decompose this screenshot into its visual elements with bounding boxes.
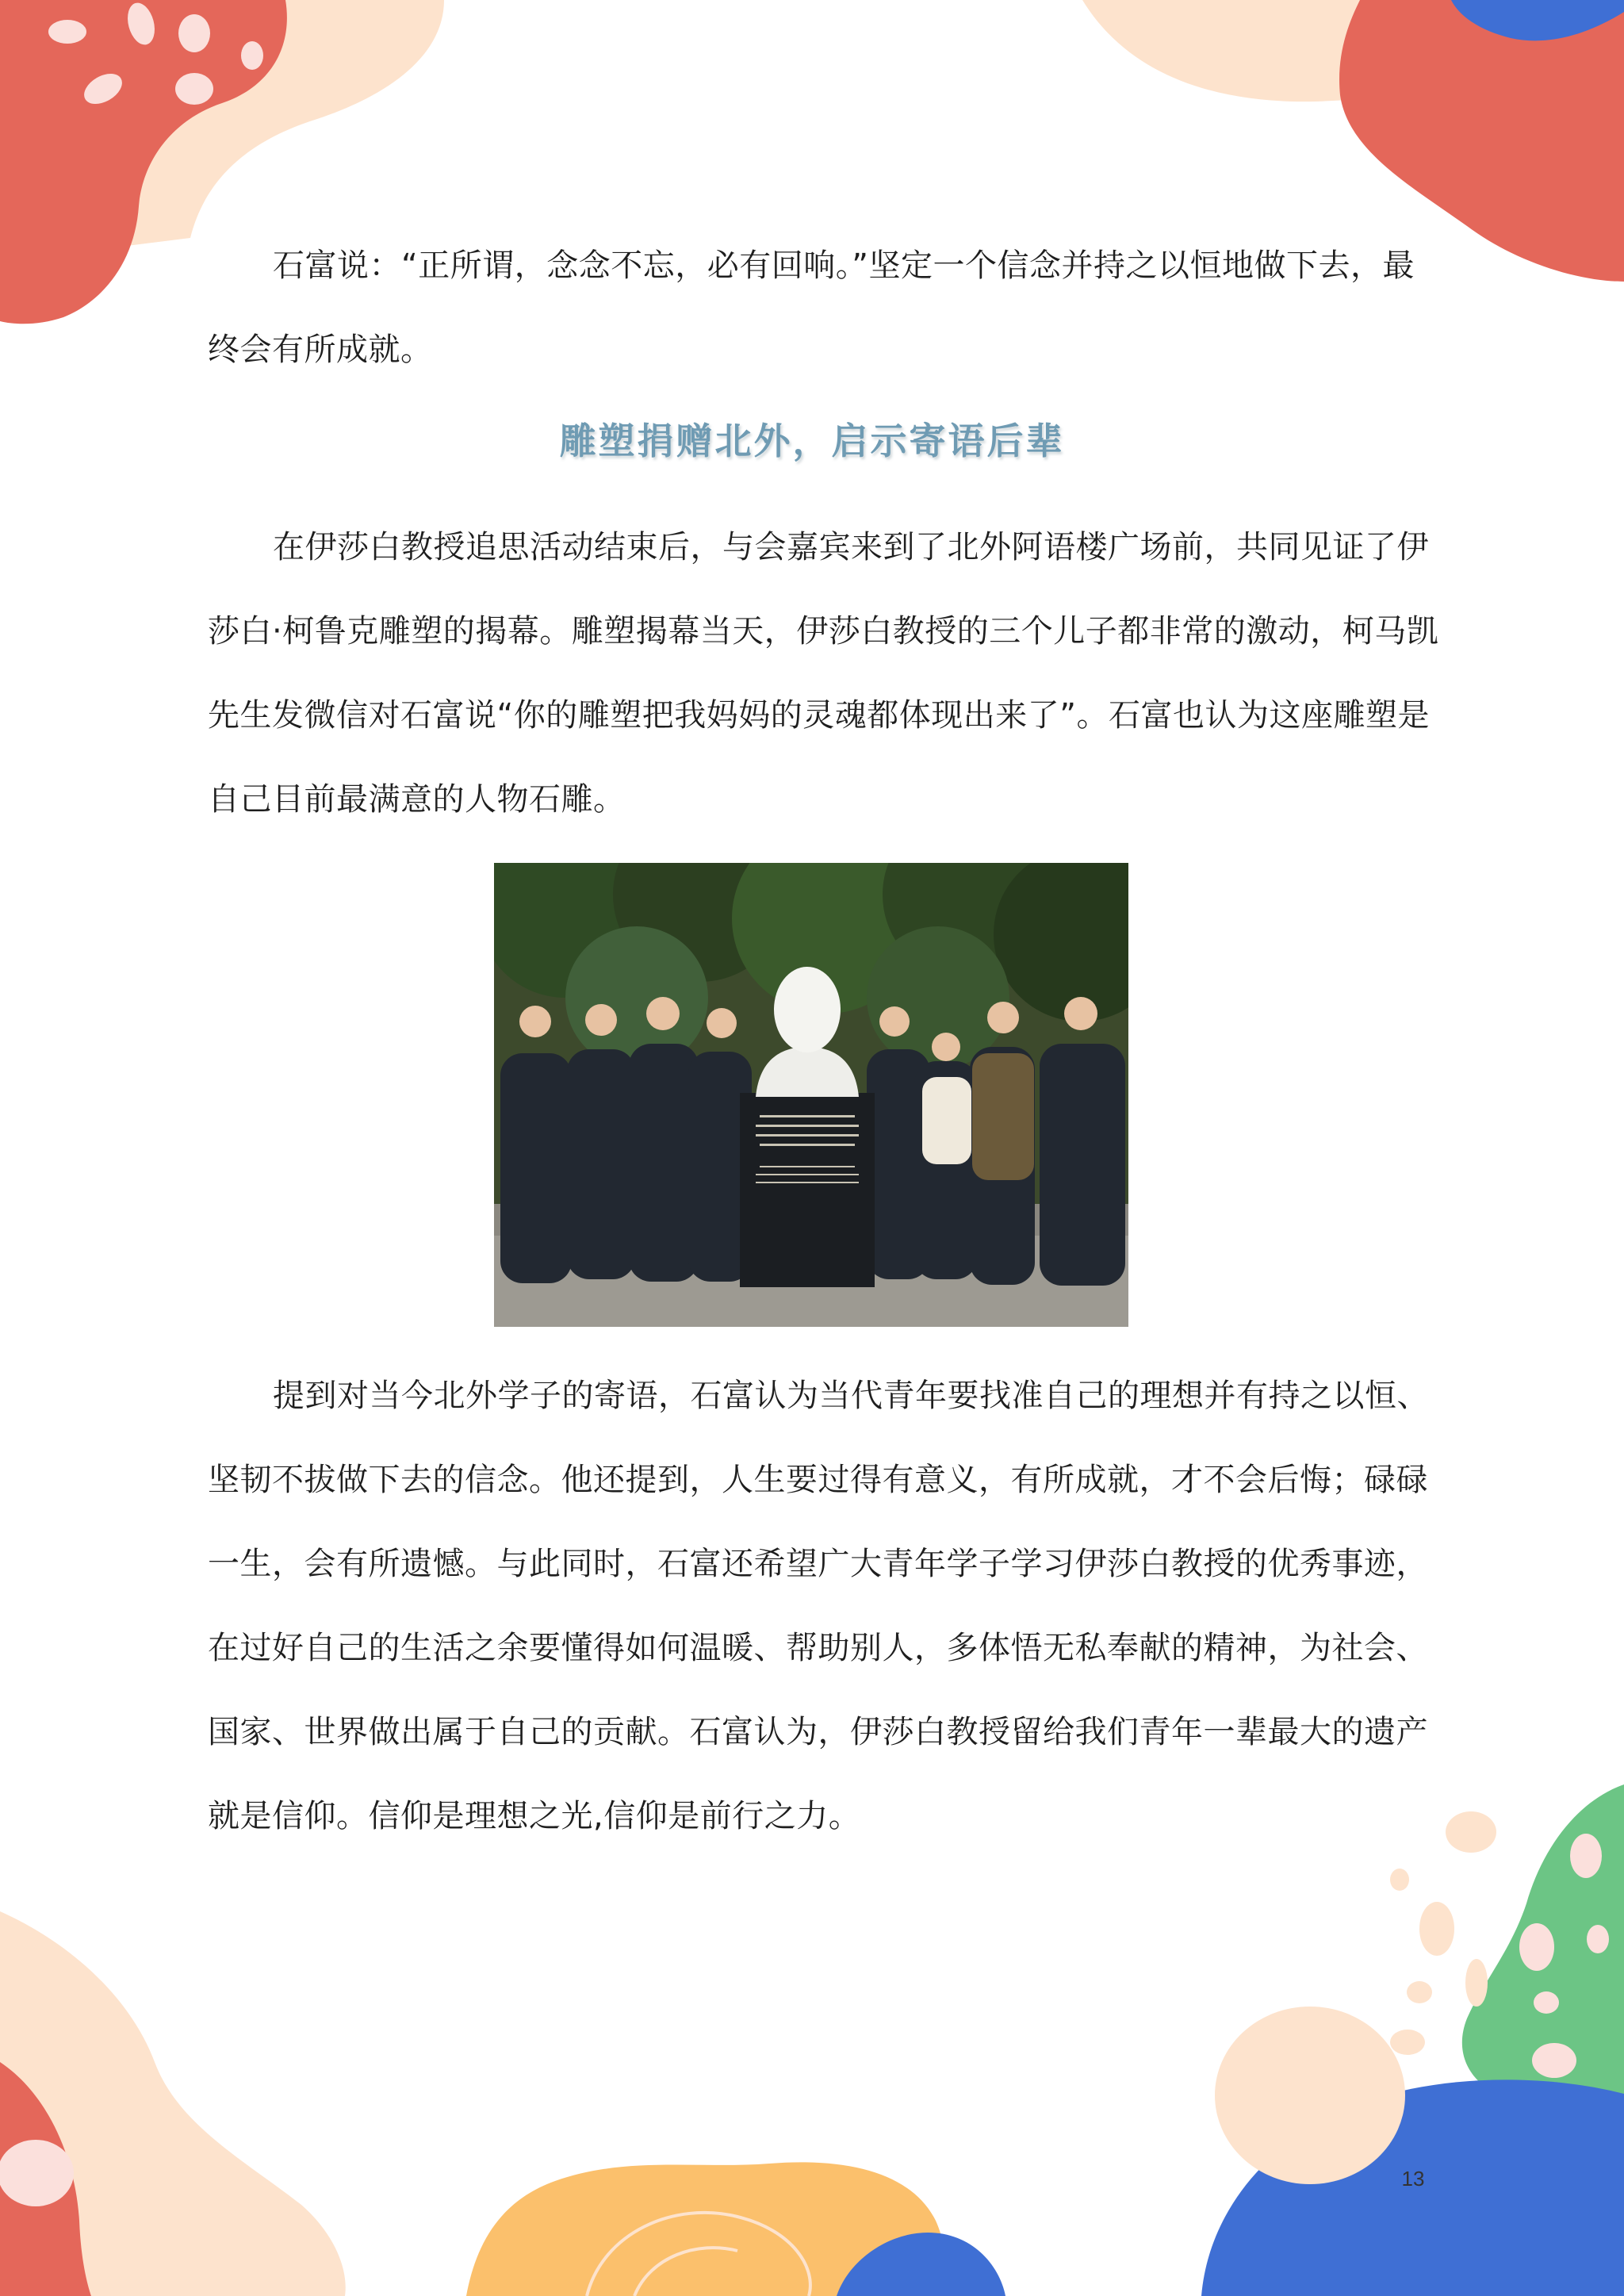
paragraph-intro: 石富说：“正所谓，念念不忘，必有回响。”坚定一个信念并持之以恒地做下去，最终会有所成就。 — [208, 247, 1415, 368]
dot — [1465, 1959, 1488, 2007]
dot — [178, 14, 210, 52]
dot — [1407, 1981, 1432, 2003]
dot — [1390, 2030, 1425, 2055]
dot — [1532, 2043, 1576, 2078]
dot — [0, 2140, 74, 2206]
page-number: 13 — [1401, 2167, 1425, 2191]
dot — [1570, 1834, 1602, 1878]
paragraph-unveiling: 在伊莎白教授追思活动结束后，与会嘉宾来到了北外阿语楼广场前，共同见证了伊莎白·柯鲁克雕塑的揭幕。雕塑揭幕当天，伊莎白教授的三个儿子都非常的激动，柯马凯先生发微信对石富说“你的雕塑把我妈妈的灵魂都体现出来了”。石富也认为这座雕塑是自己目前最满意的人物石雕。 — [208, 529, 1439, 818]
dot — [175, 73, 213, 105]
dot — [241, 41, 263, 70]
dot — [1534, 1991, 1559, 2014]
dot — [1390, 1869, 1409, 1891]
dot — [1419, 1902, 1454, 1956]
section-heading: 雕塑捐赠北外，启示寄语后辈 — [559, 420, 1065, 462]
sculpture-unveiling-photo — [494, 863, 1128, 1327]
peach-oval-bottom-right — [1215, 2007, 1405, 2184]
paragraph-message: 提到对当今北外学子的寄语，石富认为当代青年要找准自己的理想并有持之以恒、坚韧不拔做下去的信念。他还提到，人生要过得有意义，有所成就，才不会后悔；碌碌一生，会有所遗憾。与此同时，石富还希望广大青年学子学习伊莎白教授的优秀事迹，在过好自己的生活之余要懂得如何温暖、帮助别人，多体悟无私奉献的精神，为社会、国家、世界做出属于自己的贡献。石富认为，伊莎白教授留给我们青年一辈最大的遗产就是信仰。信仰是理想之光,信仰是前行之力。 — [208, 1378, 1429, 1834]
dot — [1519, 1923, 1554, 1971]
dot — [1587, 1925, 1609, 1953]
dot — [48, 20, 86, 44]
dot — [1446, 1811, 1496, 1853]
